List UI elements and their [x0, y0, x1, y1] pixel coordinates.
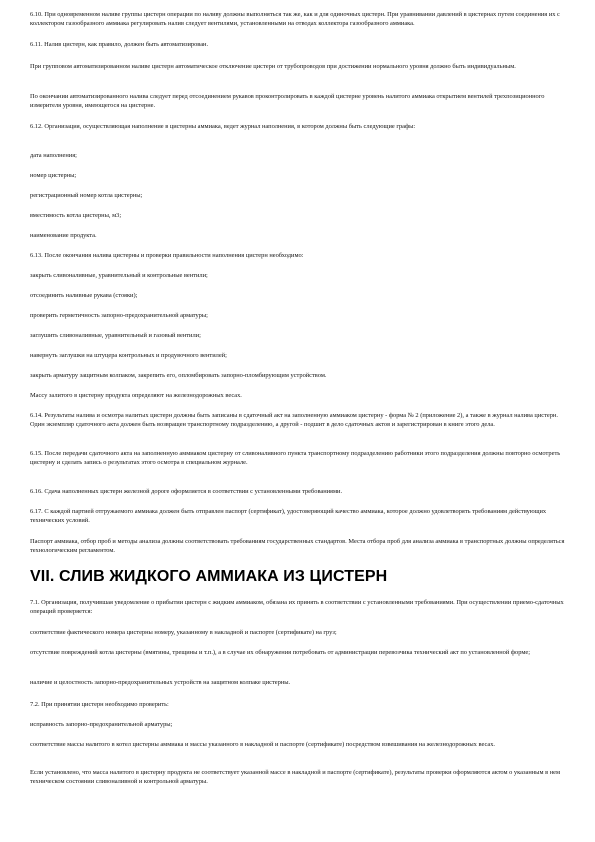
list-item-tank-number: номер цистерны; — [30, 172, 77, 179]
paragraph-6-11: 6.11. Налив цистерн, как правило, должен быть автоматизирован. — [30, 41, 209, 48]
section-7 — [30, 598, 565, 788]
paragraph-6-14: 6.14. Результаты налива и осмотра налитых цистерн должны быть записаны в сдаточный акт на заполненную аммиаком цистерну - форма № 2 (приложение 2), а также в журнал налива цистерн. Один экземпляр сдаточного акта должен быть возвращен транспортному подразделению, а другой - подшит в дело сдаточных актов и зарегистрирован в книге этого дела. — [30, 412, 558, 428]
paragraph-6-10: 6.10. При одновременном наливе группы цистерн операции по наливу должны выполняться так же, как и для одиночных цистерн. При уравнивании давлений в цистернах путем соединения их с коллектором газообразного аммиака регулировать налив следует вентилями, установленными на отводах коллектора газообразного аммиака. — [30, 11, 560, 27]
section-7-heading: VII. СЛИВ ЖИДКОГО АММИАКА ИЗ ЦИСТЕРН — [30, 568, 388, 585]
paragraph-6-15: 6.15. После передачи сдаточного акта на заполненную аммиаком цистерну от сливоналивного пункта транспортному подразделению работники этого подразделения должны повторно осмотреть цистерну и сделать запись о результатах этого осмотра в специальном журнале. — [30, 450, 561, 466]
list-item-close-hood: закрыть арматуру защитным колпаком, закрепить его, опломбировать запорно-пломбирующим устройством. — [30, 372, 327, 379]
paragraph-7-2: 7.2. При принятии цистерн необходимо проверить: — [30, 701, 169, 708]
paragraph-7-1: 7.1. Организация, получившая уведомление о прибытии цистерн с жидким аммиаком, обязана их принять в соответствии с установленными требованиями. При осуществлении приемо-сдаточных операций проверяется: — [30, 599, 564, 615]
paragraph-6-13: 6.13. После окончания налива цистерны и проверки правильности наполнения цистерн необходимо: — [30, 252, 304, 259]
paragraph-mass-mismatch: Если установлено, что масса налитого в цистерну продукта не соответствует указанной массе в накладной и паспорте (сертификате), результаты проверки оформляются актом о указанным в нем техническом состоянии сливоналивной и контрольной арматуры. — [30, 769, 561, 785]
paragraph-6-11-level-check: По окончании автоматизированного налива следует перед отсоединением рукавов проконтролировать в каждой цистерне уровень налитого аммиака открытием вентилей трехпозиционного измерителя уровня, имеющегося на цистерне. — [30, 93, 545, 109]
list-item-product-name: наименование продукта. — [30, 232, 97, 239]
paragraph-6-12: 6.12. Организация, осуществляющая наполнение в цистерны аммиака, ведет журнал наполнения, в котором должны быть следующие графы: — [30, 123, 416, 130]
paragraph-weighing: Массу залитого в цистерну продукта определяют на железнодорожных весах. — [30, 392, 242, 399]
paragraph-6-17: 6.17. С каждой партией отгружаемого аммиака должен быть отправлен паспорт (сертификат), удостоверяющий качество аммиака, которое должно удовлетворять требованиям действующих технических условий. — [30, 508, 547, 524]
list-item-fill-date: дата наполнения; — [30, 152, 77, 159]
list-item-capacity: вместимость котла цистерны, м3; — [30, 212, 122, 219]
list-item-disconnect-hoses: отсоединить наливные рукава (стояки); — [30, 292, 138, 299]
section-6-continued — [30, 10, 565, 568]
paragraph-6-11-group: При групповом автоматизированном наливе цистерн автоматическое отключение цистерн от трубопроводов при достижении нормального уровня должно быть индивидуальным. — [30, 63, 516, 70]
list-item-screw-caps: навернуть заглушки на штуцера контрольных и продувочного вентилей; — [30, 352, 227, 359]
list-item-valves-serviceable: исправность запорно-предохранительной арматуры; — [30, 721, 173, 728]
list-item-check-tightness: проверить герметичность запорно-предохранительной арматуры; — [30, 312, 208, 319]
list-item-no-damage: отсутствие повреждений котла цистерны (вмятины, трещины и т.п.), а в случае их обнаружения потребовать от администрации перевозчика технический акт по установленной форме; — [30, 649, 530, 656]
list-item-close-valves: закрыть сливоналивные, уравнительный и контрольные вентили; — [30, 272, 208, 279]
list-item-plug-valves: заглушить сливоналивные, уравнительный и газовый вентили; — [30, 332, 201, 339]
list-item-registration-number: регистрационный номер котла цистерны; — [30, 192, 143, 199]
list-item-number-match: соответствие фактического номера цистерны номеру, указанному в накладной и паспорте (сертификате) на груз; — [30, 629, 337, 636]
document-page — [30, 10, 565, 788]
paragraph-passport: Паспорт аммиака, отбор проб и методы анализа должны соответствовать требованиям государственных стандартов. Места отбора проб для анализа аммиака в транспортных должны определяться технологическим регламентом. — [30, 538, 565, 554]
list-item-mass-match: соответствие массы налитого в котел цистерны аммиака и массы указанного в накладной и паспорте (сертификате) посредством взвешивания на железнодорожных весах. — [30, 741, 495, 748]
list-item-seals-intact: наличие и целостность запорно-предохранительных устройств на защитном колпаке цистерны. — [30, 679, 291, 686]
paragraph-6-16: 6.16. Сдача наполненных цистерн железной дороге оформляется в соответствии с установленными требованиями. — [30, 488, 343, 495]
